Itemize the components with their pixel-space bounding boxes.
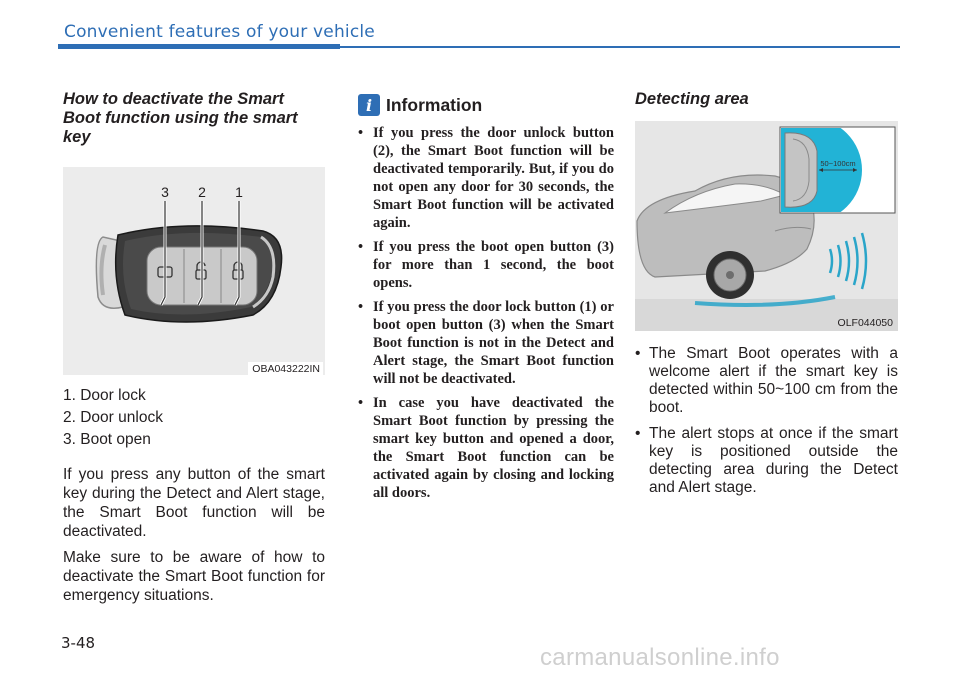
- body-paragraph: Make sure to be aware of how to deactivate the Smart Boot function for emergency situations.: [63, 549, 325, 604]
- information-item: • In case you have deactivated the Smart Boot function by pressing the smart key button and opened a door, the Smart Boot function can be activated again by closing and locking all doors.: [358, 394, 614, 502]
- information-header: [358, 94, 614, 116]
- legend-item: 3. Boot open: [63, 431, 151, 448]
- smart-key-figure: [63, 167, 325, 375]
- watermark-text: carmanualsonline.info: [540, 644, 780, 671]
- callout-door-lock: 1: [235, 184, 243, 200]
- detecting-area-item: • The alert stops at once if the smart key is positioned outside the detecting area during the Detect and Alert stage.: [635, 425, 898, 497]
- body-paragraph: If you press any button of the smart key during the Detect and Alert stage, the Smart Boot function will be deactivated.: [63, 466, 325, 540]
- header-section-title: Convenient features of your vehicle: [64, 22, 375, 42]
- information-title: Information: [386, 94, 483, 115]
- callout-boot-open: 3: [161, 184, 169, 200]
- information-item: • If you press the door unlock button (2), the Smart Boot function will be deactivated temporarily. But, if you do not open any door for 30 seconds, the Smart Boot function will be activated again.: [358, 124, 614, 232]
- info-icon: i: [358, 94, 380, 116]
- legend-item: 1. Door lock: [63, 387, 146, 404]
- deactivate-heading: How to deactivate the Smart Boot function using the smart key: [63, 90, 298, 146]
- right-column: [635, 90, 898, 505]
- figure-code: OBA043222IN: [248, 362, 323, 375]
- callout-door-unlock: 2: [198, 184, 206, 200]
- detecting-area-figure: [635, 121, 898, 331]
- header-bar-thin: [340, 46, 900, 48]
- information-list: [358, 124, 614, 502]
- legend-item: 2. Door unlock: [63, 409, 163, 426]
- page-number: 3-48: [61, 634, 96, 652]
- detecting-area-illustration: [635, 121, 898, 331]
- detecting-area-bullets: [635, 345, 898, 497]
- header-bar-thick: [58, 44, 340, 49]
- left-column: [63, 90, 325, 605]
- detecting-area-heading: Detecting area: [635, 90, 749, 108]
- detection-range-label: 50~100cm: [820, 159, 856, 168]
- information-item: • If you press the door lock button (1) or boot open button (3) when the Smart Boot function is not in the Detect and Alert stage, the Smart Boot function will not be deactivated.: [358, 298, 614, 388]
- smart-key-illustration: [63, 167, 325, 375]
- information-item: • If you press the boot open button (3) for more than 1 second, the boot opens.: [358, 238, 614, 292]
- information-box: [358, 94, 614, 508]
- detecting-area-item: • The Smart Boot operates with a welcome alert if the smart key is detected within 50~100 cm from the boot.: [635, 345, 898, 417]
- figure-code: OLF044050: [837, 317, 893, 329]
- button-legend: [63, 385, 325, 451]
